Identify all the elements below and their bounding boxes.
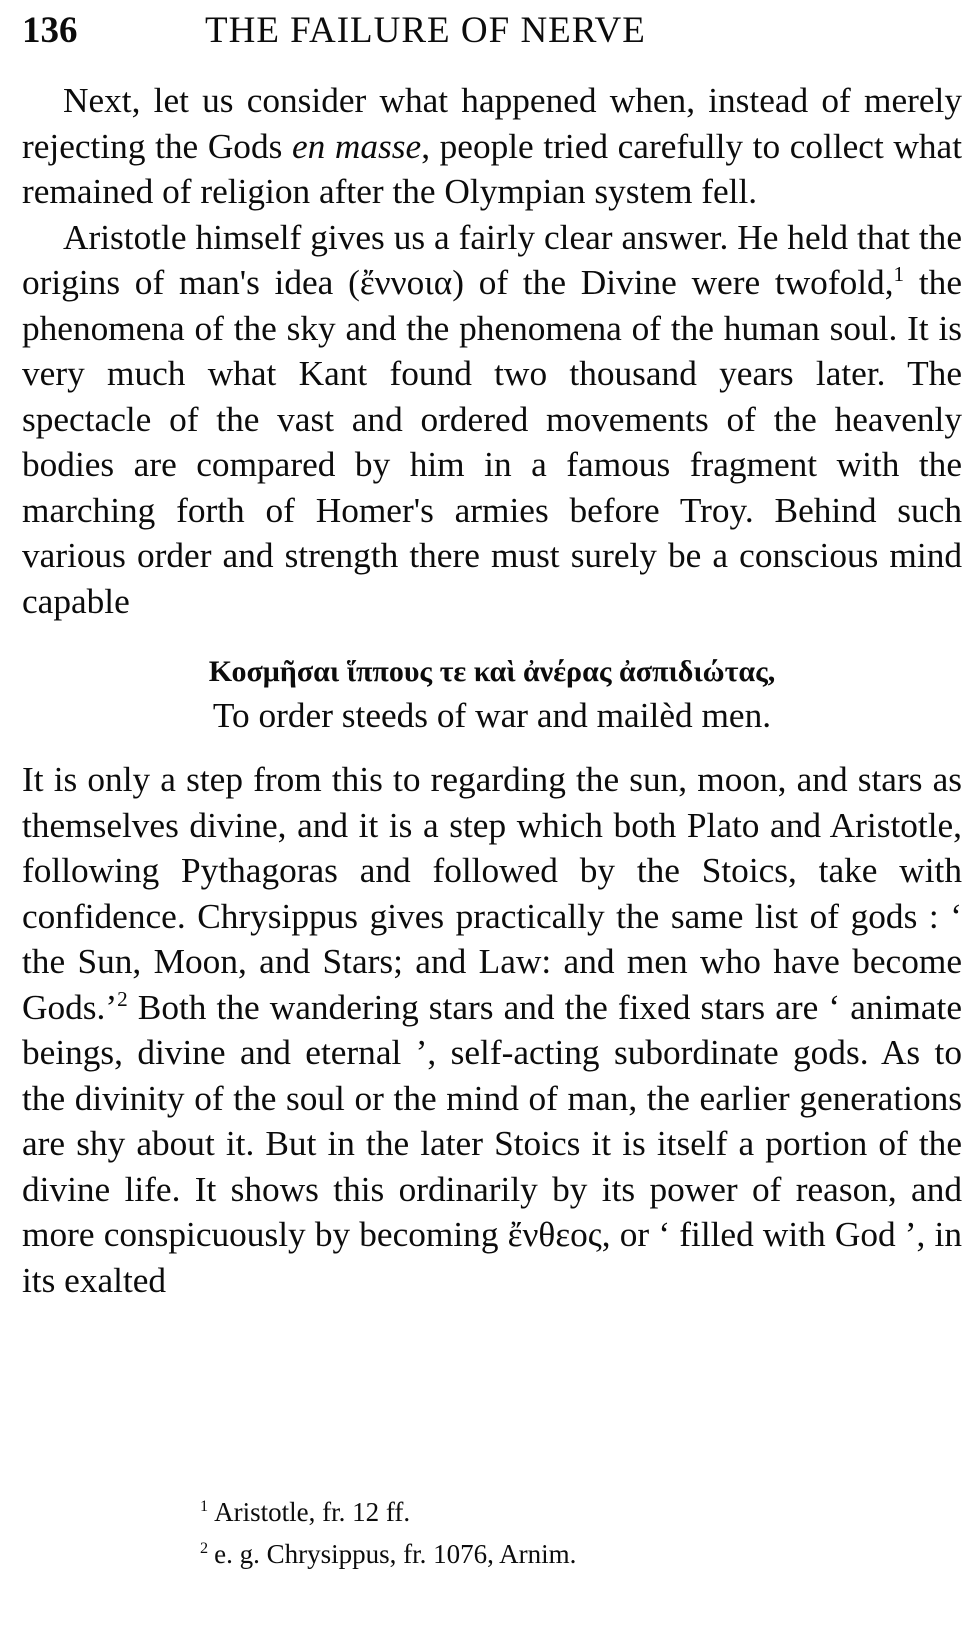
body-text [22, 78, 962, 1303]
footnote-reference-1: 1 [893, 262, 905, 287]
paragraph-1-text-end: , people tried carefully to collect what remained of religion after the Olympian system fell. [22, 126, 963, 211]
paragraph-1 [22, 78, 962, 215]
running-title: THE FAILURE OF NERVE [205, 10, 646, 51]
paragraph-3 [22, 757, 962, 1303]
paragraph-3-text-end: Both the wandering stars and the fixed stars are ‘ animate beings, divine and eternal ’, self-acting subordinate gods. As to the divinity of the soul or the mind of man, the earlier generations are shy about it. But in the later Stoics it is itself a portion of the divine life. It shows this ordinarily by its power of reason, and more conspicuously by becoming ἔνθεος, or ‘ filled with God ’, in its exalted [22, 987, 962, 1300]
paragraph-2-text-end: the phenomena of the sky and the phenomena of the human soul. It is very much what Kant found two thousand years later. The spectacle of the vast and ordered movements of the heavenly bodies are compared by him in a famous fragment with the marching forth of Homer's armies before Troy. Behind such various order and strength there must surely be a conscious mind capable [22, 263, 962, 621]
book-page [22, 0, 962, 1630]
paragraph-2-text-start: Aristotle himself gives us a fairly clear answer. He held that the origins of man's idea (ἔννοια) of the Divine were twofold, [22, 217, 962, 302]
footnote-2-mark: 2 [200, 1539, 209, 1557]
paragraph-2 [22, 215, 962, 625]
block-quote [22, 651, 962, 738]
italic-phrase: en masse [291, 126, 422, 166]
page-header [22, 6, 962, 56]
footnote-2 [200, 1530, 576, 1572]
footnote-2-text: e. g. Chrysippus, fr. 1076, Arnim. [214, 1539, 577, 1569]
footnote-1 [200, 1488, 576, 1530]
verse-translation: To order steeds of war and mailèd men. [212, 696, 772, 735]
footnote-1-mark: 1 [200, 1497, 209, 1515]
paragraph-3-text-start: It is only a step from this to regarding the sun, moon, and stars as themselves divine, and it is a step which both Plato and Aristotle, following Pythagoras and followed by the Stoics, take with confidence. Chrysippus gives practically the same list of gods : ‘ the Sun, Moon, and Stars; and Law: and men who have become Gods.’ [22, 760, 962, 1027]
paragraph-1-text-start: Next, let us consider what happened when, instead of merely rejecting the Gods [22, 81, 962, 166]
footnote-1-text: Aristotle, fr. 12 ff. [214, 1497, 411, 1527]
footnotes [200, 1488, 576, 1572]
greek-verse: Κοσμῆσαι ἵππους τε καὶ ἀνέρας ἀσπιδιώτας, [208, 655, 776, 688]
page-number: 136 [22, 10, 78, 51]
footnote-reference-2: 2 [117, 986, 128, 1011]
